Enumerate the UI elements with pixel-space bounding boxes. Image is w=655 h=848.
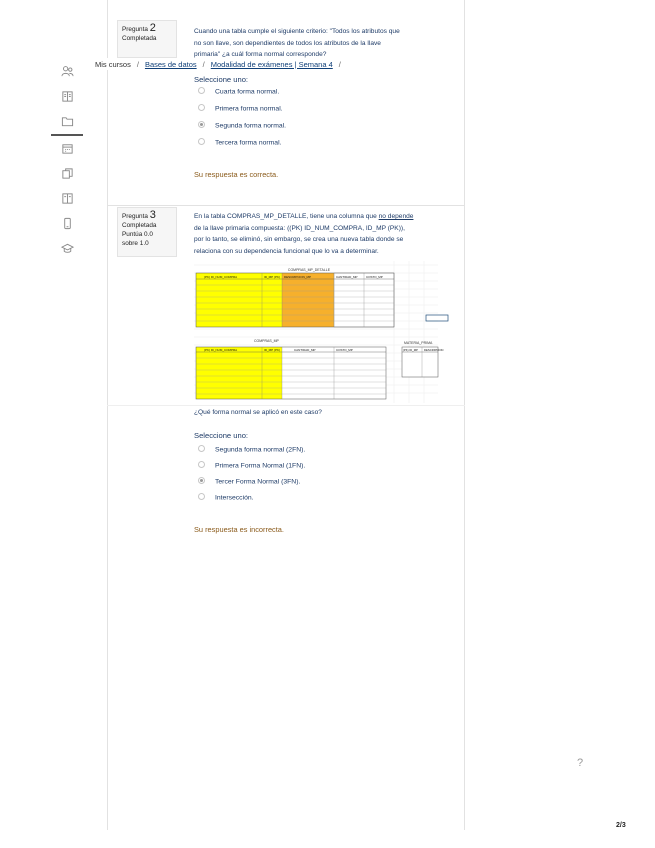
sidebar-active-indicator [51, 134, 83, 136]
question-2-option-3[interactable] [198, 122, 286, 132]
question-text-line: primaria" ¿a cuál forma normal corresponde? [194, 51, 327, 58]
question-2-text [194, 26, 446, 58]
question-text-part: En la tabla COMPRAS_MP_DETALLE, tiene una columna que [194, 213, 379, 220]
radio-button[interactable] [198, 493, 205, 500]
question-2-info [117, 20, 177, 58]
help-icon[interactable]: ? [577, 757, 584, 769]
table-2-header: COSTO_MP [336, 348, 353, 352]
question-text-line: Cuando una tabla cumple el siguiente criterio: "Todos los atributos que [194, 28, 400, 35]
question-label: Pregunta [122, 26, 148, 33]
radio-button[interactable] [198, 445, 205, 452]
select-one-label: Seleccione uno: [194, 75, 249, 84]
question-2-option-1[interactable] [198, 88, 279, 98]
question-divider-inner [107, 405, 465, 406]
radio-button[interactable] [198, 87, 205, 94]
question-text-underlined: no depende [378, 213, 414, 220]
calendar-icon[interactable] [60, 142, 74, 156]
table-1-header: (PK) ID_NUM_COMPRA [204, 275, 238, 279]
book-icon[interactable] [60, 90, 74, 104]
table-1-header: CANTIDAD_MP [336, 275, 358, 279]
table-3-header: (PK) ID_MP [403, 348, 418, 352]
question-text-line: de la llave primaria compuesta: ((PK) ID_NUM_COMPRA, ID_MP (PK)), [194, 224, 405, 232]
content-border-right [464, 0, 465, 830]
breadcrumb-my-courses[interactable]: Mis cursos [95, 60, 131, 69]
table-2-header: ID_MP (PK) [264, 348, 280, 352]
breadcrumb: Mis cursos / Bases de datos / Modalidad de exámenes | Semana 4 / [95, 60, 341, 69]
radio-button[interactable] [198, 104, 205, 111]
radio-button[interactable] [198, 461, 205, 468]
question-score-of: sobre 1.0 [122, 240, 149, 247]
option-label: Tercera forma normal. [215, 139, 282, 147]
table-1-title: COMPRAS_MP_DETALLE [287, 268, 331, 272]
question-2-feedback: Su respuesta es correcta. [194, 170, 279, 179]
question-3-option-4[interactable] [198, 494, 254, 504]
question-3-text [194, 211, 456, 257]
question-status: Completada [122, 222, 157, 229]
option-label: Segunda forma normal (2FN). [215, 446, 306, 454]
users-icon[interactable] [60, 65, 74, 79]
mobile-icon[interactable] [60, 217, 74, 231]
option-label: Primera Forma Normal (1FN). [215, 462, 306, 470]
option-label: Cuarta forma normal. [215, 88, 280, 96]
table-3-title: MATERIA_PRIMA [404, 341, 433, 345]
question-number: 3 [149, 209, 156, 221]
question-status: Completada [122, 35, 157, 42]
question-label: Pregunta [122, 213, 148, 220]
radio-button[interactable] [198, 138, 205, 145]
table-1-header: DESCRIPCION_MP [284, 275, 312, 279]
question-text-line: relaciona con su dependencia funcional que lo va a determinar. [194, 247, 379, 255]
question-2-option-4[interactable] [198, 139, 281, 149]
question-3-option-3[interactable] [198, 478, 300, 488]
option-label: Tercer Forma Normal (3FN). [215, 478, 301, 486]
question-3-prompt: ¿Qué forma normal se aplicó en este caso? [194, 409, 322, 416]
question-3-info [117, 207, 177, 257]
book-icon[interactable] [60, 192, 74, 206]
option-label: Primera forma normal. [215, 105, 283, 113]
question-3-feedback: Su respuesta es incorrecta. [194, 525, 284, 534]
content-border-left [107, 0, 108, 830]
question-divider [107, 205, 465, 206]
question-number: 2 [149, 22, 156, 34]
radio-button-selected[interactable] [198, 121, 205, 128]
breadcrumb-section[interactable]: Modalidad de exámenes | Semana 4 [210, 60, 333, 69]
question-3-option-1[interactable] [198, 446, 305, 456]
folder-icon[interactable] [60, 115, 74, 129]
breadcrumb-course[interactable]: Bases de datos [144, 60, 197, 69]
table-1-header: ID_MP (PK) [264, 275, 280, 279]
graduation-cap-icon[interactable] [60, 242, 74, 256]
copy-icon[interactable] [60, 167, 74, 181]
spreadsheet-image [194, 261, 444, 403]
table-3-header: DESCRIPCION [424, 348, 444, 352]
question-text-line: no son llave, son dependientes de todos los atributos de la llave [194, 39, 381, 47]
page-number: 2/3 [616, 822, 626, 829]
table-1-header: COSTO_MP [366, 275, 383, 279]
select-one-label: Seleccione uno: [194, 431, 249, 440]
option-label: Segunda forma normal. [215, 122, 287, 130]
question-score: Puntúa 0.0 [122, 231, 153, 238]
question-3-option-2[interactable] [198, 462, 305, 472]
radio-button-selected[interactable] [198, 477, 205, 484]
table-2-header: (PK) ID_NUM_COMPRA [204, 348, 238, 352]
question-2-option-2[interactable] [198, 105, 283, 115]
table-2-header: CANTIDAD_MP [294, 348, 316, 352]
table-2-title: COMPRAS_MP [254, 339, 279, 343]
option-label: Intersección. [215, 494, 254, 502]
question-text-line: por lo tanto, se eliminó, sin embargo, se crea una nueva tabla donde se [194, 236, 404, 243]
